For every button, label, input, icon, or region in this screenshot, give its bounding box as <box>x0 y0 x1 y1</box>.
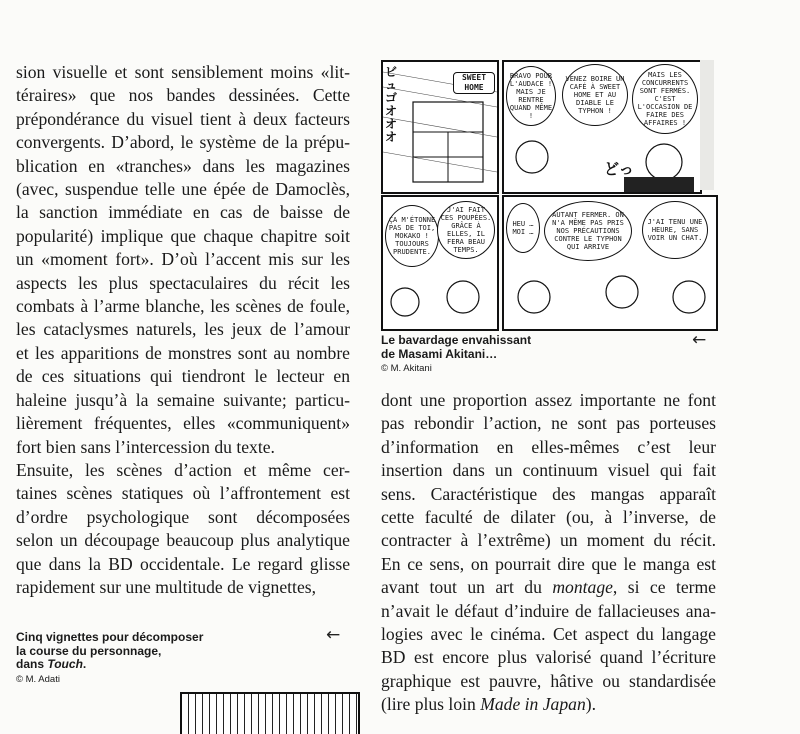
sweet-home-sign: SWEET HOME <box>453 72 495 94</box>
emphasis-montage: montage <box>552 577 613 598</box>
text-line: n’avait le défaut d’induire de fallacieuses ana- <box>381 600 716 621</box>
text-line: haleine jusqu’à la semaine suivante; particu- <box>16 389 350 410</box>
text-line: lièrement fréquentes, elles «communiquent» <box>16 413 350 434</box>
right-text-column <box>381 389 716 717</box>
text-line: et les apparitions de monstres sont au nombre <box>16 342 350 363</box>
text-line: fort bien sans l’intercession du texte. <box>16 436 275 457</box>
text-segment: ). <box>585 694 597 715</box>
text-line: que dans la BD occidentale. Le regard glisse <box>16 553 350 574</box>
text-line: les cataclysmes naturels, les jeux de l’amour <box>16 319 350 340</box>
text-line: BD est encore plus valorisé quand l’écriture <box>381 647 716 668</box>
text-line: blication en «tranches» dans les magazines <box>16 155 350 176</box>
left-text-column <box>16 61 350 599</box>
emphasis-made-in-japan: Made in Japan <box>480 694 586 715</box>
text-line: de ces situations qui tiendront le lecteur en <box>16 366 350 387</box>
caption-line: Cinq vignettes pour décomposer <box>16 630 204 644</box>
text-line: logies avec le cinéma. Cet aspect du langage <box>381 624 716 645</box>
text-line: pas rebondir l’action, ne sont pas porteuses <box>381 413 716 434</box>
comic-panel-touch-partial <box>180 692 360 734</box>
comic-panel-storefront <box>381 60 499 194</box>
text-segment: , si ce terme <box>612 577 716 598</box>
text-line: rapidement sur une multitude de vignettes, <box>16 576 316 597</box>
caption-text: . <box>82 657 87 672</box>
text-line: aspects les plus spectaculaires du récit les <box>16 272 350 293</box>
text-line: d’ordre psychologique sont décomposées <box>16 506 350 527</box>
text-line: Ensuite, les scènes d’action et même cer- <box>16 459 350 480</box>
caption-line: de Masami Akitani… <box>381 346 498 361</box>
text-line: téraires» que nos bandes dessinées. Cette <box>16 85 350 106</box>
caption-credit: © M. Akitani <box>381 363 432 375</box>
comic-strip-edge <box>700 60 714 190</box>
text-line: (avec, suspendue telle une épée de Damoclès, <box>16 179 350 200</box>
speech-bubble: ÇA M'ÉTONNE PAS DE TOI, MOKAKO ! TOUJOURS PRUDENTE. <box>385 205 439 267</box>
text-line: cette faculté de dilater (ou, à l’inverse, de <box>381 507 716 528</box>
caption-akitani <box>381 334 581 376</box>
text-line: sion visuelle et sont sensiblement moins «lit- <box>16 62 350 82</box>
text-line: prépondérance du visuel tient à deux facteurs <box>16 108 350 129</box>
text-line: graphique est pauvre, hâtive ou standardisée <box>381 670 716 691</box>
text-line: contracter à l’extrême) un moment du récit. <box>381 530 716 551</box>
text-line: sens. Caractéristique des mangas apparaît <box>381 483 716 504</box>
text-segment: avant tout un art du <box>381 577 553 598</box>
text-line: En ce sens, on pourrait dire que le manga est <box>381 553 716 574</box>
text-line: insertion dans un continuum visuel qui fait <box>381 460 716 481</box>
text-line: selon un découpage beaucoup plus analytique <box>16 530 350 551</box>
comic-panel-cafe-owner <box>502 60 702 194</box>
thud-sound-effect: どっ <box>604 160 634 178</box>
text-line: un «moment fort». D’où l’accent mis sur les <box>16 249 350 270</box>
text-line <box>381 693 716 716</box>
caption-credit: © M. Adati <box>16 673 60 685</box>
text-line: popularité) implique que chaque chapitre soit <box>16 225 350 246</box>
text-line: la sanction immédiate en cas de baisse de <box>16 202 350 223</box>
left-arrow-icon: ← <box>326 625 341 645</box>
speech-bubble: VENEZ BOIRE UN CAFÉ À SWEET HOME ET AU DIABLE LE TYPHON ! <box>562 64 628 126</box>
text-segment: (lire plus loin <box>381 694 481 715</box>
speech-bubble: AUTANT FERMER. ON N'A MÊME PAS PRIS NOS PRÉCAUTIONS CONTRE LE TYPHON QUI ARRIVE <box>544 201 632 261</box>
comic-panel-dolls <box>381 195 499 331</box>
caption-line: la course du personnage, <box>16 643 162 658</box>
caption-text: dans <box>16 657 48 672</box>
text-line: dont une proportion assez importante ne font <box>381 390 716 410</box>
text-line: taines scènes statiques où l’affrontement est <box>16 483 350 504</box>
text-line: combats à l’arme blanche, les scènes de foule, <box>16 296 350 317</box>
wind-sound-effect: ビュゴオオオ <box>385 65 398 144</box>
caption-line <box>16 658 276 672</box>
text-line: d’information en elles-mêmes c’est leur <box>381 436 716 457</box>
speech-bubble: J'AI TENU UNE HEURE, SANS VOIR UN CHAT. <box>642 201 708 259</box>
text-line: convergents. D’abord, le système de la prépu- <box>16 132 350 153</box>
comic-panel-closing <box>502 195 718 331</box>
caption-title: Touch <box>47 657 83 672</box>
left-arrow-icon: ← <box>692 330 707 350</box>
speech-bubble: HEU … MOI … <box>506 203 540 253</box>
speech-bubble: BRAVO POUR L'AUDACE ! MAIS JE RENTRE QUAND MÊME ! <box>506 66 556 126</box>
text-line <box>381 576 716 599</box>
speech-bubble: J'AI FAIT CES POUPÉES. GRÂCE À ELLES, IL FERA BEAU TEMPS. <box>437 201 495 259</box>
caption-line: Le bavardage envahissant <box>381 333 532 347</box>
caption-adati <box>16 631 276 686</box>
speech-bubble: MAIS LES CONCURRENTS SONT FERMÉS. C'EST L'OCCASION DE FAIRE DES AFFAIRES ! <box>632 64 698 134</box>
